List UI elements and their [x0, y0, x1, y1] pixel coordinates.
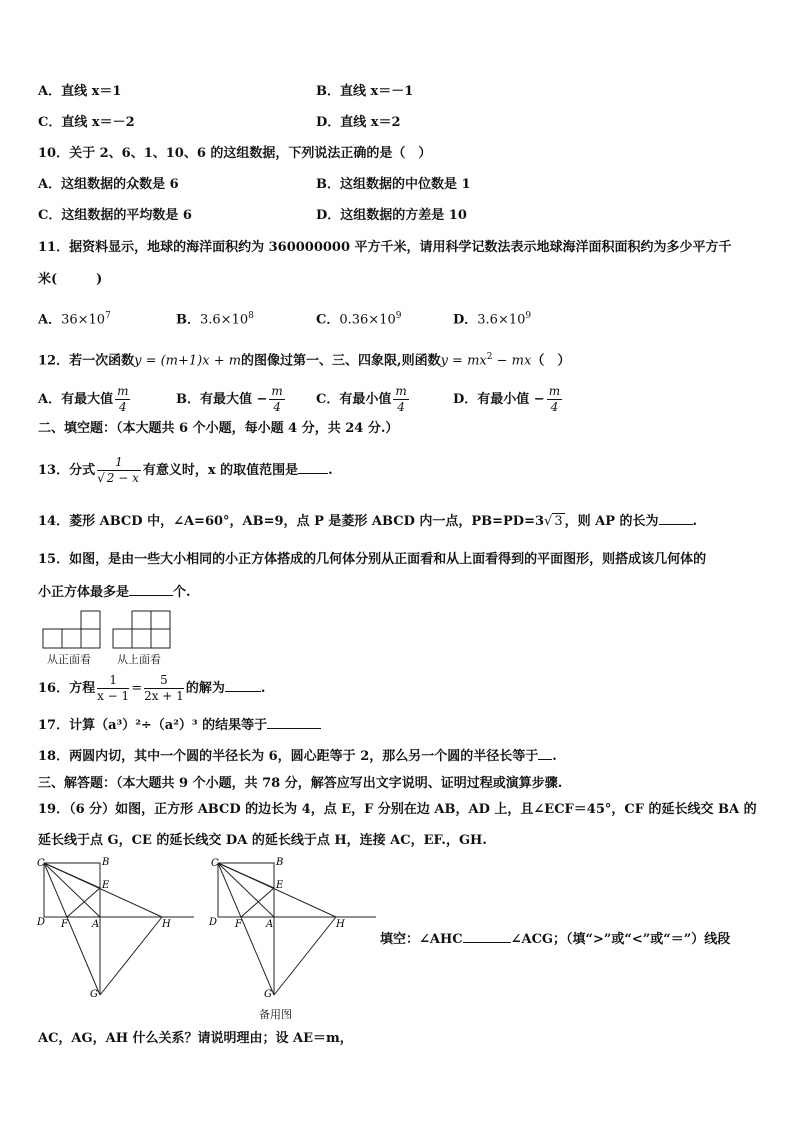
- q18-end: .: [552, 749, 557, 764]
- q11-option-d-exp: 9: [525, 311, 532, 321]
- q12-stem-mid: 的图像过第一、三、四象限,则函数: [241, 353, 441, 369]
- q14-end: .: [692, 514, 698, 529]
- q11-option-d-label: D．: [453, 312, 478, 328]
- backup-figure-label: 备用图: [259, 1008, 292, 1021]
- fraction-denominator: 4: [118, 400, 127, 414]
- q19-answer-blank[interactable]: [463, 942, 511, 943]
- q11-option-a-label: A．: [38, 312, 62, 328]
- q12-option-b-fraction: [269, 384, 284, 415]
- q12-option-d: [453, 383, 564, 417]
- front-view-cell: [81, 629, 100, 648]
- fraction-numerator: m: [271, 384, 283, 398]
- q19-backup-figure: [206, 855, 386, 1005]
- sqrt-radicand: 2 − x: [106, 471, 139, 485]
- q12-func2-post: − mx: [492, 353, 532, 369]
- q12-stem: [38, 349, 570, 369]
- q15-line2: [38, 585, 191, 601]
- q12-option-d-fraction: [547, 384, 562, 415]
- top-view-cell: [113, 629, 132, 648]
- q11-option-d: [453, 308, 531, 328]
- q12-func2-exp: 2: [486, 352, 493, 362]
- q11-option-a-base: 36×10: [61, 312, 106, 328]
- fraction-numerator: m: [395, 384, 407, 398]
- front-view-cell: [81, 611, 100, 629]
- fraction-numerator: 5: [144, 673, 184, 689]
- line-gh: [274, 917, 336, 995]
- label-b: B: [102, 857, 110, 868]
- label-a: A: [92, 919, 100, 930]
- q11-option-a-exp: 7: [105, 311, 111, 321]
- q11-option-c-label: C．: [316, 312, 340, 328]
- fraction-numerator: 1: [97, 673, 129, 689]
- q12-option-a-fraction: [115, 384, 130, 415]
- q12-option-a-text: A．有最大值: [38, 392, 114, 407]
- fraction-denominator: √ 2 − x: [97, 471, 139, 485]
- label-h: H: [162, 919, 171, 930]
- q12-option-b: [176, 383, 287, 417]
- q10-option-d: D．这组数据的方差是 10: [316, 208, 467, 223]
- q11-option-c: [316, 308, 401, 328]
- fraction-numerator: m: [117, 384, 129, 398]
- q16-end: .: [260, 681, 266, 696]
- q12-option-c-text: C．有最小值: [316, 392, 392, 407]
- line-ce: [218, 863, 274, 888]
- line-ca: [218, 863, 274, 917]
- label-a: A: [266, 919, 274, 930]
- q18: [38, 749, 557, 765]
- q11-option-b-exp: 8: [248, 311, 254, 321]
- q9-option-c: C．直线 x＝－2: [38, 115, 135, 130]
- q14-answer-blank[interactable]: [659, 524, 693, 525]
- label-b: B: [276, 857, 284, 868]
- q19-fill: [380, 932, 730, 948]
- q13-pre: 13．分式: [38, 463, 96, 478]
- q11-option-c-exp: 9: [395, 311, 402, 321]
- line-ca: [44, 863, 100, 917]
- q12-func2-pre: y = mx: [440, 353, 487, 369]
- q10-stem: 10．关于 2、6、1、10、6 的这组数据，下列说法正确的是（ ）: [38, 146, 432, 161]
- q11-option-c-base: 0.36×10: [339, 312, 396, 328]
- q11-option-b-label: B．: [176, 312, 200, 328]
- q15-line2-pre: 小正方体最多是: [38, 585, 130, 600]
- front-view-cell: [62, 629, 81, 648]
- q10-option-b: B．这组数据的中位数是 1: [316, 177, 471, 192]
- top-view-cell: [132, 611, 151, 629]
- q16-fraction-right: [144, 673, 184, 704]
- sqrt-radicand: 3: [554, 514, 563, 529]
- q13-answer-blank[interactable]: [298, 473, 328, 474]
- q16-answer-blank[interactable]: [225, 691, 261, 692]
- q11-stem-line1: 11．据资料显示，地球的海洋面积约为 360000000 平方千米，请用科学记数法表示地球海洋面积面积约为多少平方千: [38, 240, 732, 255]
- q16-equals: =: [131, 681, 143, 696]
- label-h: H: [336, 919, 345, 930]
- q16-post: 的解为: [185, 681, 225, 696]
- label-c: C: [211, 858, 219, 869]
- q12-func1: y = (m+1)x + m: [134, 353, 242, 369]
- q17-answer-blank[interactable]: [267, 728, 321, 729]
- top-view-cell: [151, 629, 170, 648]
- front-view-cell: [43, 629, 62, 648]
- q9-option-d: D．直线 x＝2: [316, 115, 401, 130]
- q9-option-a: A．直线 x＝1: [38, 84, 122, 99]
- q12-option-a: [38, 383, 132, 417]
- q10-option-c: C．这组数据的平均数是 6: [38, 208, 192, 223]
- front-view-figure: [42, 610, 102, 650]
- line-ce: [44, 863, 100, 888]
- q15-line1: 15．如图，是由一些大小相同的小正方体搭成的几何体分别从正面看和从上面看得到的平面图形，则搭成该几何体的: [38, 552, 707, 567]
- q12-option-b-text: B．有最大值 −: [176, 392, 268, 407]
- top-view-figure: [112, 610, 172, 650]
- label-g: G: [264, 989, 272, 1000]
- q12-option-c-fraction: [393, 384, 408, 415]
- top-view-label: 从上面看: [117, 653, 161, 666]
- label-e: E: [102, 880, 110, 891]
- q10-option-a: A．这组数据的众数是 6: [38, 177, 179, 192]
- fraction-denominator: 2x + 1: [144, 689, 184, 703]
- q19-last-line: AC，AG，AH 什么关系？请说明理由；设 AE＝m，: [38, 1031, 353, 1046]
- q17-text: 17．计算（a³）²÷（a²）³ 的结果等于: [38, 718, 268, 733]
- section-2-heading: 二、填空题：（本大题共 6 个小题，每小题 4 分，共 24 分.）: [38, 421, 399, 436]
- fraction-numerator: m: [548, 384, 561, 398]
- q11-stem-line2: 米( ): [38, 272, 103, 287]
- q14: [38, 514, 697, 530]
- label-c: C: [37, 858, 45, 869]
- q11-option-a: [38, 308, 111, 328]
- q19-fill-mid: ∠ACG；（填“>”或“<”或“＝”）线段: [510, 932, 731, 947]
- q11-option-d-base: 3.6×10: [477, 312, 526, 328]
- q18-text: 18．两圆内切，其中一个圆的半径长为 6，圆心距等于 2，那么另一个圆的半径长等于: [38, 749, 539, 764]
- q14-pre: 14．菱形 ABCD 中，∠A=60°，AB=9，点 P 是菱形 ABCD 内一点，PB=PD=3: [38, 514, 545, 529]
- q19-figure: [34, 855, 214, 1005]
- front-view-label: 从正面看: [47, 653, 91, 666]
- label-f: F: [61, 919, 68, 930]
- q11-option-b-base: 3.6×10: [200, 312, 249, 328]
- label-d: D: [209, 917, 218, 928]
- q12-option-d-text: D．有最小值 −: [453, 392, 545, 407]
- q16-pre: 16．方程: [38, 681, 96, 696]
- label-f: F: [235, 919, 242, 930]
- q11-option-b: [176, 308, 254, 328]
- q14-post: ，则 AP 的长为: [564, 514, 659, 529]
- q13: [38, 452, 333, 490]
- q12-stem-post: （ ）: [531, 353, 571, 369]
- label-d: D: [37, 917, 46, 928]
- fraction-denominator: 4: [273, 400, 281, 414]
- fraction-denominator: x − 1: [97, 689, 130, 703]
- top-view-cell: [151, 611, 170, 629]
- fraction-denominator: 4: [397, 400, 405, 414]
- q15-line2-post: 个.: [173, 585, 191, 600]
- q13-end: .: [328, 463, 333, 478]
- q17: [38, 718, 321, 734]
- q14-sqrt: √ 3: [544, 514, 563, 529]
- q13-post: 有意义时，x 的取值范围是: [142, 463, 299, 478]
- line-gh: [100, 917, 162, 995]
- q16-fraction-left: [97, 673, 129, 704]
- fraction-denominator: 4: [550, 400, 559, 414]
- label-g: G: [90, 989, 98, 1000]
- q15-answer-blank[interactable]: [129, 595, 173, 596]
- q12-option-c: [316, 383, 411, 417]
- q18-answer-blank[interactable]: [538, 759, 552, 760]
- section-3-heading: 三、解答题：（本大题共 9 个小题，共 78 分，解答应写出文字说明、证明过程或演算步骤.: [38, 776, 563, 791]
- q13-fraction: [97, 455, 141, 486]
- fraction-numerator: 1: [97, 455, 141, 471]
- top-view-cell: [132, 629, 151, 648]
- q9-option-b: B．直线 x＝－1: [316, 84, 414, 99]
- label-e: E: [276, 880, 284, 891]
- q16: [38, 672, 265, 706]
- q19-fill-pre: 填空：∠AHC: [380, 932, 463, 947]
- q12-stem-pre: 12．若一次函数: [38, 353, 135, 369]
- q19-line2: 延长线于点 G，CE 的延长线交 DA 的延长线于点 H，连接 AC，EF.，GH.: [38, 833, 487, 848]
- q19-line1: 19．（6 分）如图，正方形 ABCD 的边长为 4，点 E，F 分别在边 AB，AD 上，且∠ECF＝45°，CF 的延长线交 BA 的: [38, 802, 757, 817]
